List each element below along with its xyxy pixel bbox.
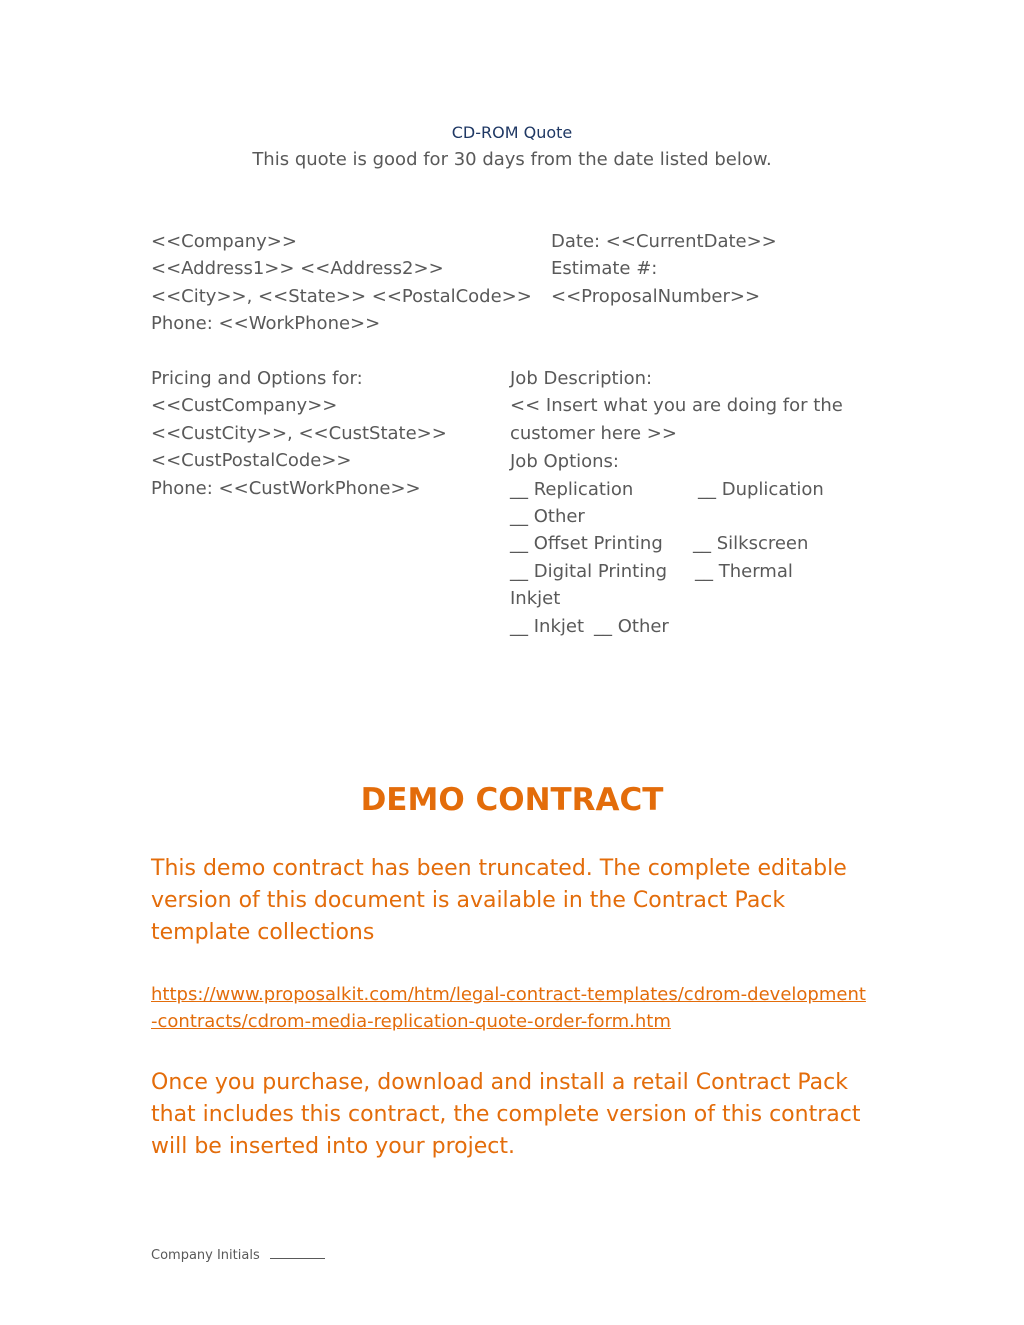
pricing-block — [151, 365, 491, 502]
job-option-row — [510, 558, 870, 585]
document-subtitle: This quote is good for 30 days from the date listed below. — [252, 149, 772, 170]
job-option-row — [510, 613, 870, 640]
option-inkjet: __ Inkjet — [510, 615, 584, 637]
customer-city-state: <<CustCity>>, <<CustState>> — [151, 422, 447, 444]
company-initials-label: Company Initials — [151, 1248, 260, 1263]
option-other-2: __ Other — [594, 615, 669, 637]
proposal-number: <<ProposalNumber>> — [551, 285, 761, 307]
contract-pack-link[interactable]: https://www.proposalkit.com/htm/legal-contract-templates/cdrom-development-contracts/cdrom-media-replication-quote-order-form.htm — [151, 984, 866, 1033]
pricing-label: Pricing and Options for: — [151, 368, 363, 389]
demo-purchase-notice: Once you purchase, download and install a retail Contract Pack that includes this contract, the complete version of this contract will be inserted into your project. — [151, 1070, 861, 1159]
date-line: Date: <<CurrentDate>> — [551, 231, 777, 252]
option-digital-printing: __ Digital Printing — [510, 560, 668, 582]
company-address: <<Address1>> <<Address2>> — [151, 258, 444, 280]
option-thermal: __ Thermal — [695, 560, 793, 582]
option-silkscreen: __ Silkscreen — [693, 533, 809, 555]
option-offset-printing: __ Offset Printing — [510, 533, 663, 555]
company-address-block — [151, 228, 531, 338]
option-other: __ Other — [510, 506, 585, 528]
customer-company: <<CustCompany>> — [151, 395, 338, 417]
company-initials — [151, 1245, 325, 1265]
job-option-row — [510, 476, 870, 503]
job-options-label: Job Options: — [510, 451, 619, 473]
estimate-info-block — [551, 228, 871, 310]
estimate-label: Estimate #: — [551, 258, 658, 280]
demo-truncated-notice: This demo contract has been truncated. The complete editable version of this document is available in the Contract Pack template collections — [151, 856, 847, 945]
initials-blank-line — [270, 1245, 325, 1259]
customer-phone: Phone: <<CustWorkPhone>> — [151, 477, 421, 499]
company-name: <<Company>> — [151, 231, 297, 252]
job-option-row — [510, 530, 870, 557]
job-description-label: Job Description: — [510, 368, 653, 389]
option-duplication: __ Duplication — [698, 478, 824, 500]
job-option-row — [510, 585, 870, 612]
option-replication: __ Replication — [510, 478, 634, 500]
company-phone: Phone: <<WorkPhone>> — [151, 313, 381, 335]
job-block — [510, 365, 870, 640]
customer-postal-code: <<CustPostalCode>> — [151, 450, 352, 472]
document-title: CD-ROM Quote — [451, 123, 573, 142]
job-description-text: << Insert what you are doing for the customer here >> — [510, 395, 843, 444]
demo-contract-heading: DEMO CONTRACT — [360, 782, 664, 818]
company-city-state: <<City>>, <<State>> <<PostalCode>> — [151, 285, 532, 307]
job-option-row — [510, 503, 870, 530]
option-thermal-inkjet-wrap: Inkjet — [510, 588, 561, 610]
